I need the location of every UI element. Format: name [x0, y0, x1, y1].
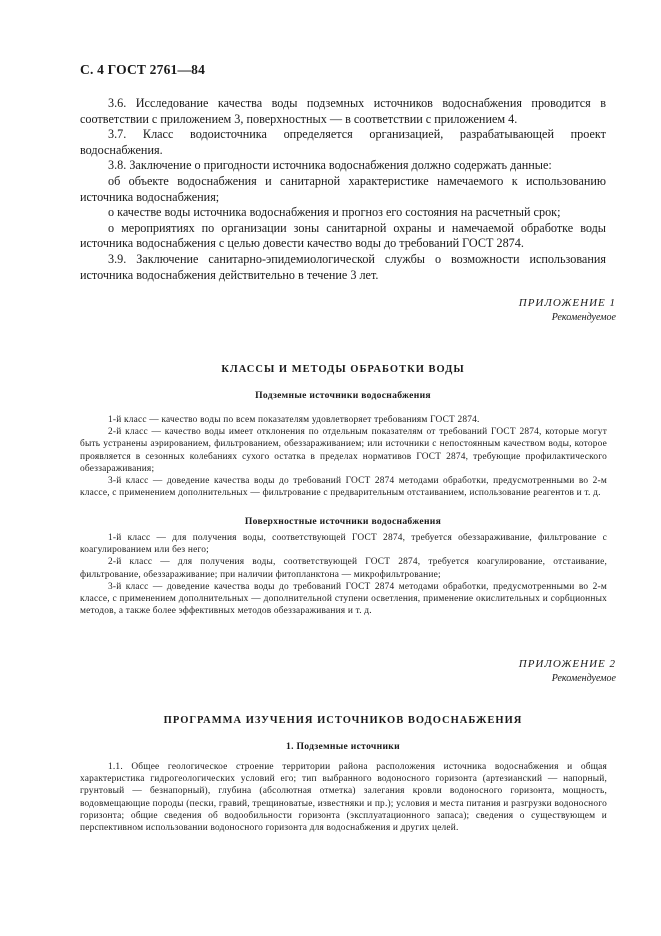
surface-class-3: 3-й класс — доведение качества воды до требований ГОСТ 2874 методами обработки, предусмотренными во 2-м классе, с применением дополнительных — дополнительной ступени осветления, применение окислительных и сорбционных методов, а также более эффективных методов обеззараживания и т. д. — [80, 581, 607, 617]
appendix-2-text — [80, 761, 607, 834]
paragraph-3-8-item-3: о мероприятиях по организации зоны санитарной охраны и намечаемой обработке воды источника водоснабжения с целью довести качество воды до требований ГОСТ 2874. — [80, 220, 606, 251]
appendix-1-subtitle-surface: Поверхностные источники водоснабжения — [244, 516, 442, 527]
appendix-1-label — [519, 297, 616, 324]
paragraph-3-8-item-1: об объекте водоснабжения и санитарной характеристике намечаемого к использованию источника водоснабжения; — [80, 173, 606, 204]
surface-class-2: 2-й класс — для получения воды, соответствующей ГОСТ 2874, требуется коагулирование, отстаивание, фильтрование, обеззараживание; при наличии фитопланктона — микрофильтрование; — [80, 557, 607, 580]
underground-class-1: 1-й класс — качество воды по всем показателям удовлетворяет требованиям ГОСТ 2874. — [108, 415, 480, 425]
appendix-2-status: Рекомендуемое — [551, 672, 616, 684]
paragraph-3-8: 3.8. Заключение о пригодности источника водоснабжения должно содержать данные: — [108, 158, 552, 173]
page-header: С. 4 ГОСТ 2761—84 — [80, 62, 206, 77]
appendix-1-subtitle-underground: Подземные источники водоснабжения — [255, 390, 431, 401]
underground-class-3: 3-й класс — доведение качества воды до требований ГОСТ 2874 методами обработки, предусмотренными во 2-м классе, с применением дополнительных — фильтрование с предварительным отстаиванием, использование реагентов и т. д. — [80, 476, 607, 499]
appendix-1-number: ПРИЛОЖЕНИЕ 1 — [518, 297, 616, 309]
appendix-1-surface-text — [80, 532, 607, 617]
appendix-1-title: КЛАССЫ И МЕТОДЫ ОБРАБОТКИ ВОДЫ — [221, 364, 465, 375]
appendix-2-title: ПРОГРАММА ИЗУЧЕНИЯ ИСТОЧНИКОВ ВОДОСНАБЖЕНИЯ — [163, 715, 523, 726]
surface-class-1: 1-й класс — для получения воды, соответствующей ГОСТ 2874, требуется обеззараживание, фильтрование с коагулированием или без него; — [80, 533, 607, 556]
paragraph-1-1: 1.1. Общее геологическое строение территории района расположения источника водоснабжения и общая характеристика гидрогеологических условий его; тип выбранного водоносного горизонта (артезианский — напорный, грунтовый — безнапорный), глубина (абсолютная отметка) залегания кровли водоносного горизонта, мощность, водовмещающие породы (пески, гравий, трещиноватые, известняки и пр.); условия и места питания и разгрузки водоносного горизонта; общие сведения об водообильности горизонта (эксплуатационного запаса); сведения о существующем и перспективном использовании водоносного горизонта для водоснабжения и других целей. — [80, 762, 607, 834]
appendix-2-label — [519, 658, 616, 685]
appendix-2-number: ПРИЛОЖЕНИЕ 2 — [518, 658, 616, 670]
underground-class-2: 2-й класс — качество воды имеет отклонения по отдельным показателям от требований ГОСТ 2874, которые могут быть устранены аэрированием, фильтрованием, обеззараживанием; или источники с непостоянным качеством воды, которое проявляется в сезонных колебаниях сухого остатка в пределах нормативов ГОСТ 2874, требующие профилактического обеззараживания; — [80, 427, 607, 474]
appendix-1-status: Рекомендуемое — [551, 311, 616, 323]
appendix-2-subtitle: 1. Подземные источники — [286, 741, 400, 752]
paragraph-3-7: 3.7. Класс водоисточника определяется организацией, разрабатывающей проект водоснабжения. — [80, 127, 606, 157]
paragraph-3-6: 3.6. Исследование качества воды подземных источников водоснабжения проводится в соответствии с приложением 3, поверхностных — в соответствии с приложением 4. — [80, 96, 606, 126]
paragraph-3-8-item-2: о качестве воды источника водоснабжения и прогноз его состояния на расчетный срок; — [108, 205, 561, 220]
appendix-1-underground-text — [80, 414, 607, 499]
section-3-text — [80, 96, 606, 283]
paragraph-3-9: 3.9. Заключение санитарно-эпидемиологической службы о возможности использования источника водоснабжения действительно в течение 3 лет. — [80, 251, 606, 282]
